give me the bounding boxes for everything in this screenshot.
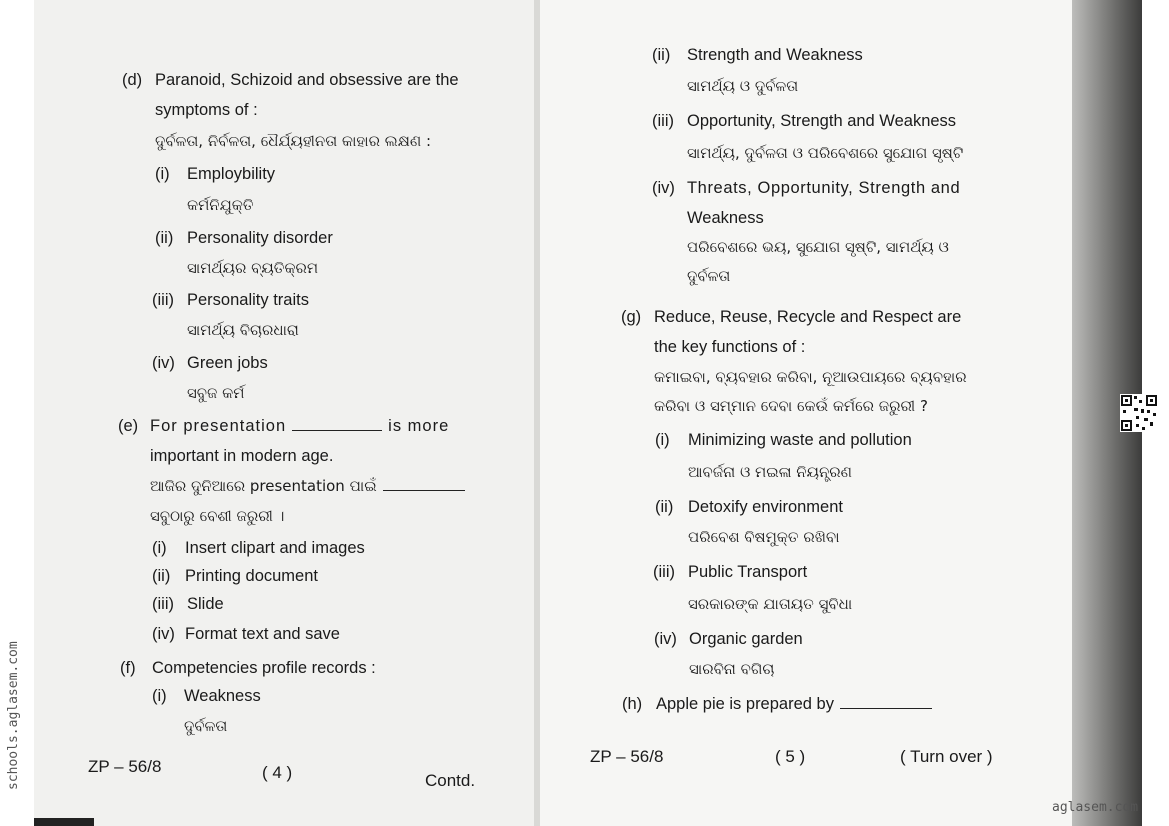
option-d-iii-label: (iii) bbox=[152, 291, 174, 309]
question-e-text-line2: important in modern age. bbox=[150, 447, 334, 465]
option-d-i-label: (i) bbox=[155, 165, 170, 183]
question-e-odia-text: ଆଜିର ଦୁନିଆରେ presentation ପାଇଁ bbox=[150, 477, 377, 495]
right-footer-page-number: ( 5 ) bbox=[775, 747, 806, 766]
question-d-text-line1: Paranoid, Schizoid and obsessive are the bbox=[155, 71, 459, 89]
option-f-iv-text-line1: Threats, Opportunity, Strength and bbox=[687, 179, 961, 197]
question-e-blank bbox=[292, 416, 382, 431]
option-e-ii-label: (ii) bbox=[152, 567, 171, 585]
option-g-i-odia: ଆବର୍ଜନା ଓ ମଇଳା ନିୟନ୍ତ୍ରଣ bbox=[688, 463, 853, 481]
option-g-iv-text: Organic garden bbox=[689, 630, 803, 648]
qr-code-icon bbox=[1120, 394, 1158, 432]
question-e-text-a: For presentation bbox=[150, 417, 287, 435]
question-g-text-line2: the key functions of : bbox=[654, 338, 806, 356]
option-f-iv-text-line2: Weakness bbox=[687, 209, 764, 227]
option-g-iv-label: (iv) bbox=[654, 630, 677, 648]
option-g-ii-text: Detoxify environment bbox=[688, 498, 843, 516]
option-g-i-label: (i) bbox=[655, 431, 670, 449]
question-h-text: Apple pie is prepared by bbox=[656, 695, 834, 713]
option-f-i-odia: ଦୁର୍ବଳତା bbox=[184, 717, 228, 735]
option-e-ii-text: Printing document bbox=[185, 567, 318, 585]
option-d-iii-odia: ସାମର୍ଥ୍ୟ ବିଚାରଧାରା bbox=[187, 321, 299, 339]
option-g-iii-label: (iii) bbox=[653, 563, 675, 581]
option-d-ii-odia: ସାମର୍ଥ୍ୟର ବ୍ୟତିକ୍ରମ bbox=[187, 259, 319, 277]
option-f-i-text: Weakness bbox=[184, 687, 261, 705]
option-e-iv-text: Format text and save bbox=[185, 625, 340, 643]
question-h-blank bbox=[840, 694, 932, 709]
option-f-iii-odia: ସାମର୍ଥ୍ୟ, ଦୁର୍ବଳତା ଓ ପରିବେଶରେ ସୁଯୋଗ ସୃଷ୍ଟି bbox=[687, 144, 964, 162]
option-e-i-text: Insert clipart and images bbox=[185, 539, 365, 557]
option-e-iii-text: Slide bbox=[187, 595, 224, 613]
question-f-text: Competencies profile records : bbox=[152, 659, 376, 677]
option-g-iii-text: Public Transport bbox=[688, 563, 808, 581]
left-page bbox=[34, 0, 534, 826]
option-e-iii-label: (iii) bbox=[152, 595, 174, 613]
question-e-text-line1 bbox=[150, 416, 449, 436]
question-d-label: (d) bbox=[122, 71, 143, 89]
question-d-text-line2: symptoms of : bbox=[155, 101, 258, 119]
question-e-odia-line2: ସବୁଠାରୁ ବେଶୀ ଜରୁରୀ । bbox=[150, 507, 285, 525]
option-e-i-label: (i) bbox=[152, 539, 167, 557]
right-footer-code: ZP – 56/8 bbox=[590, 747, 664, 766]
option-d-iv-text: Green jobs bbox=[187, 354, 268, 372]
option-d-ii-label: (ii) bbox=[155, 229, 174, 247]
question-d-odia-text: ଦୁର୍ବଳତା, ନିର୍ବଳତା, ଧୈର୍ଯ୍ୟହୀନତା କାହାର ଲକ୍ଷଣ : bbox=[155, 132, 432, 150]
option-f-ii-odia: ସାମର୍ଥ୍ୟ ଓ ଦୁର୍ବଳତା bbox=[687, 77, 799, 95]
option-g-iii-odia: ସରକାରଙ୍କ ଯାତାୟତ ସୁବିଧା bbox=[688, 595, 853, 613]
question-h-label: (h) bbox=[622, 695, 643, 713]
scan-dark-strip bbox=[34, 818, 94, 826]
option-d-iii-text: Personality traits bbox=[187, 291, 309, 309]
left-footer-page-number: ( 4 ) bbox=[262, 763, 293, 782]
option-g-ii-odia: ପରିବେଶ ବିଷମୁକ୍ତ ରଖିବା bbox=[688, 528, 840, 546]
option-d-iv-label: (iv) bbox=[152, 354, 175, 372]
option-e-iv-label: (iv) bbox=[152, 625, 175, 643]
left-footer-code: ZP – 56/8 bbox=[88, 757, 162, 776]
question-g-odia-line1: କମାଇବା, ବ୍ୟବହାର କରିବା, ନୂଆଉପାୟରେ ବ୍ୟବହାର bbox=[654, 368, 967, 386]
watermark-side-text: schools.aglasem.com bbox=[6, 641, 21, 790]
option-f-iv-odia-line1: ପରିବେଶରେ ଭୟ, ସୁଯୋଗ ସୃଷ୍ଟି, ସାମର୍ଥ୍ୟ ଓ bbox=[687, 238, 949, 256]
question-g-text-line1: Reduce, Reuse, Recycle and Respect are bbox=[654, 308, 962, 326]
question-h-line bbox=[656, 694, 938, 714]
option-d-ii-text: Personality disorder bbox=[187, 229, 333, 247]
option-g-i-text: Minimizing waste and pollution bbox=[688, 431, 912, 449]
question-e-odia-line1 bbox=[150, 476, 471, 496]
question-e-label: (e) bbox=[118, 417, 139, 435]
option-f-iii-label: (iii) bbox=[652, 112, 674, 130]
left-footer-contd: Contd. bbox=[425, 771, 476, 790]
option-f-i-label: (i) bbox=[152, 687, 167, 705]
option-d-i-text: Employbility bbox=[187, 165, 276, 183]
option-f-ii-label: (ii) bbox=[652, 46, 671, 64]
right-footer-turn-over: ( Turn over ) bbox=[900, 747, 993, 766]
option-d-i-odia: କର୍ମନିଯୁକ୍ତି bbox=[187, 196, 254, 214]
question-e-odia-blank bbox=[383, 476, 465, 491]
option-g-ii-label: (ii) bbox=[655, 498, 674, 516]
option-f-ii-text: Strength and Weakness bbox=[687, 46, 863, 64]
option-f-iv-label: (iv) bbox=[652, 179, 675, 197]
question-f-label: (f) bbox=[120, 659, 136, 677]
question-e-text-b: is more bbox=[388, 417, 450, 435]
option-f-iv-odia-line2: ଦୁର୍ବଳତା bbox=[687, 267, 731, 285]
question-g-label: (g) bbox=[621, 308, 642, 326]
question-g-odia-line2: କରିବା ଓ ସମ୍ମାନ ଦେବା କେଉଁ କର୍ମରେ ଜରୁରୀ ? bbox=[654, 397, 928, 415]
option-g-iv-odia: ସାରବିନା ବଗିଚା bbox=[689, 660, 775, 678]
option-f-iii-text: Opportunity, Strength and Weakness bbox=[687, 112, 957, 130]
watermark-bottom-text: aglasem.com bbox=[1052, 800, 1139, 815]
option-d-iv-odia: ସବୁଜ କର୍ମ bbox=[187, 384, 245, 402]
